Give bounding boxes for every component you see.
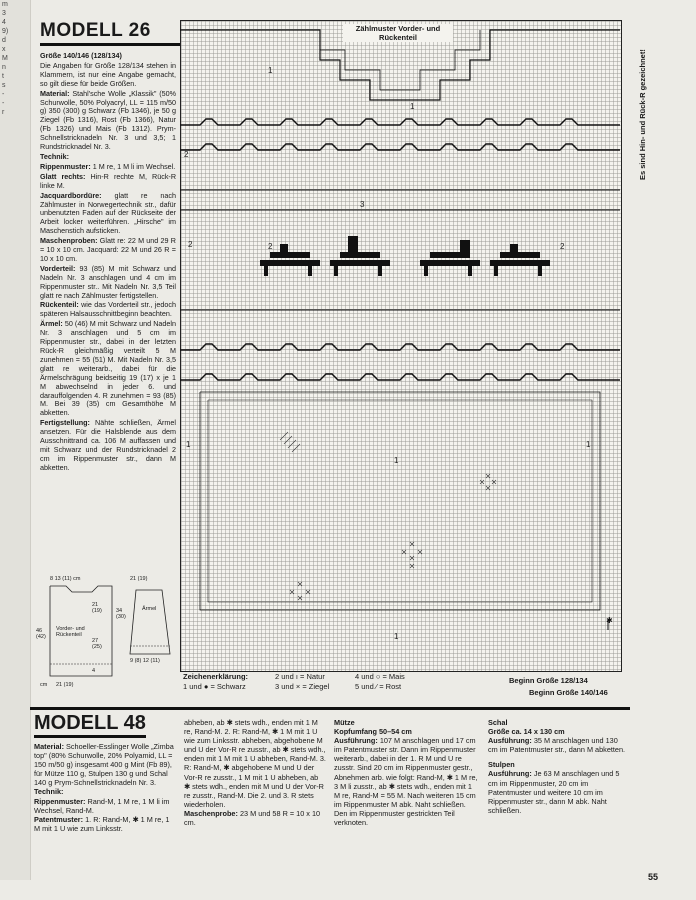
muetze-size: Kopfumfang 50–54 cm [334, 727, 412, 737]
m48-patent-label: Patentmuster: [34, 814, 84, 824]
chart-number: 1 [394, 632, 399, 641]
schal-size: Größe ca. 14 x 130 cm [488, 727, 565, 737]
muetze-text: 107 M anschlagen und 17 cm im Patentmuster str. Dann im Rippenmuster weiterarb., dabei in der 1. R M und U re zusstr. Sind 20 cm im Rippenmuster gestr., Abnehmen arb. wie folgt: Rand-M, ✱ 1 M re, 3 M li zusstr., ab ✱ stets wdh., enden mit 1 M re, Rand-M = 55 M. Nach weiteren 15 cm im Rippenmuster M abk. Naht schließen. Den im Rippenmuster gestrickten Teil verknoten. [334, 736, 478, 828]
aermel-label: Ärmel: [40, 319, 63, 329]
modell-26-instructions [40, 52, 176, 474]
stulpen-label: Ausführung: [488, 769, 532, 779]
margin-fragment: s [2, 82, 6, 89]
side-note-text: Es sind Hin- und Rück-R gezeichnet! [638, 49, 647, 180]
glatt-label: Glatt rechts: [40, 171, 86, 181]
margin-fragment: - [2, 91, 5, 98]
chart-number: 3 [360, 200, 365, 209]
m48-technik-label: Technik: [34, 787, 64, 797]
page-number: 55 [648, 872, 659, 882]
legend-item: 2 und ı = Natur [275, 672, 325, 681]
begin-small-size: Beginn Größe 128/134 [509, 676, 588, 685]
legend-item: 3 und × = Ziegel [275, 682, 330, 691]
section-divider [30, 707, 630, 710]
chart-number: 1 [410, 102, 415, 111]
proben-label: Maschenproben: [40, 236, 98, 246]
margin-fragment: 9) [2, 28, 9, 35]
chart-motifs [180, 20, 620, 670]
vorderteil-text: 93 (85) M mit Schwarz und Nadeln Nr. 3 anschlagen und 4 cm im Rippenmuster str.. Mit Nadeln Nr. 3,5 Teil glatt re nach Zählmuster fertigstellen. [40, 263, 177, 300]
legend-item: 4 und ○ = Mais [355, 672, 405, 681]
schematic-dim-46: 46 (42) [36, 628, 46, 640]
m48-rippen-label: Rippenmuster: [34, 796, 86, 806]
material-label: Material: [40, 88, 70, 98]
schematic-dim-4: 4 [92, 668, 96, 674]
schematic-sleeve-label: Ärmel [142, 606, 157, 612]
svg-text:✱: ✱ [606, 616, 613, 625]
m48-material-text: Schoeller-Esslinger Wolle „Zimba top" (80% Schurwolle, 20% Polyamid, LL = 150 m/50 g) insgesamt 400 g Mint (Fb 89), für Mütze 110 g, Stulpen 130 g und Schal 140 g Prym-Schnellstricknadeln Nr. 3. [34, 742, 174, 788]
chart-number: 1 [268, 66, 273, 75]
muetze-label: Ausführung: [334, 736, 378, 746]
margin-fragment: d [2, 37, 6, 44]
legend-title: Zeichenerklärung: [183, 672, 249, 681]
schematic-body-label: Vorder- und Rückenteil [56, 626, 85, 638]
intro-text: Die Angaben für Größe 128/134 stehen in Klammern, ist nur eine Angabe gemacht, so gilt diese für beide Größen. [40, 60, 176, 88]
jacquard-label: Jacquardbordüre: [40, 190, 102, 200]
margin-fragment: M [2, 55, 8, 62]
schematic-sleeve-top: 21 (19) [130, 576, 148, 582]
m48-patent-continued: abheben, ab ✱ stets wdh., enden mit 1 M re, Rand-M. 2. R: Rand-M, ✱ 1 M mit 1 U wie zum Linksstr. abheben, abgehobene M und U der Vor-R re zusstr., ab ✱ stets wdh., enden mit 1 M mit 1 U abheben, Rand-M. 3. R: Rand-M, ✱ abgehobene M und U der Vor-R re zusstr., 1 M mit 1 U abheben, ab ✱ stets wdh., enden mit M und U der Vor-R re zusstr., Rand-M. Die 2. und 3. R stets wiederholen. [184, 718, 326, 809]
legend-item: 1 und ● = Schwarz [183, 682, 246, 691]
m48-material-label: Material: [34, 742, 65, 751]
margin-fragment: x [2, 46, 6, 53]
modell-48-title: MODELL 48 [34, 712, 146, 738]
modell-26-title: MODELL 26 [40, 20, 180, 46]
stulpen-title: Stulpen [488, 760, 515, 770]
fertig-label: Fertigstellung: [40, 418, 90, 428]
schematic-dim-34: 34 (30) [116, 608, 126, 620]
modell-26-header [40, 20, 180, 46]
stulpen-text: Je 63 M anschlagen und 5 cm im Rippenmuster, 20 cm im Patentmuster und weitere 10 cm im Rippenmuster str., dann M abk. Naht schließen. [488, 769, 620, 815]
size-schematic [36, 576, 176, 696]
schematic-sleeve-bottom: 9 (8) 12 (11) [130, 658, 160, 664]
schematic-dim-27: 27 (25) [92, 638, 102, 650]
margin-fragment: r [2, 109, 5, 116]
modell-48-col-1 [34, 742, 174, 833]
glatt-text: Hin-R rechte M, Rück-R linke M. [40, 171, 177, 190]
legend-item: 5 und ⁄ = Rost [355, 682, 402, 691]
schal-text: 35 M anschlagen und 130 cm im Patentmuster str., dann M abketten. [488, 736, 626, 755]
rueckenteil-text: wie das Vorderteil str., jedoch späteren Halsausschnittbeginn beachten. [40, 300, 176, 319]
chart-number: 1 [586, 440, 591, 449]
aermel-text: 50 (46) M mit Schwarz und Nadeln Nr. 3 anschlagen und 5 cm im Rippenmuster str., dabei in der letzten Rück-R gleichmäßig verteilt 5 M zunehmen = 55 (51) M. Mit Nadeln Nr. 3,5 glatt re weiterarb., dabei für die Ärmelschrägung beidseitig 19 (17) x je 1 M abwechselnd in jeder 6. und darauffolgenden 4. R zunehmen = 93 (85) M. Bei 39 (35) cm Gesamthöhe M abketten. [40, 319, 176, 418]
schematic-bottom-dims: 21 (19) [56, 682, 74, 688]
jacquard-text: glatt re nach Zählmuster in Norwegertechnik str., dafür unbenutzten Faden auf der Rückseite der Arbeit locker weiterführen. „Hirsche" im Maschenstich aufsticken. [40, 190, 177, 236]
modell-48-col-3 [334, 718, 480, 827]
schematic-top-dims: 8 13 (11) cm [50, 576, 81, 582]
begin-large-size: Beginn Größe 140/146 [529, 688, 608, 697]
m48-probe-label: Maschenprobe: [184, 808, 238, 818]
schematic-dim-21: 21 (19) [92, 602, 102, 614]
margin-fragment: 3 [2, 10, 6, 17]
schematic-cm: cm [40, 682, 48, 688]
fertig-text: Nähte schließen, Ärmel ansetzen. Für die Halsblende aus dem Ausschnittrand ca. 106 M auffassen und mit Schwarz und der Rundstricknadel 2 cm im Rippenmuster str., dann M abketten. [40, 418, 176, 472]
m48-probe-text: 23 M und 58 R = 10 x 10 cm. [184, 808, 321, 828]
chart-title: Zählmuster Vorder- und Rückenteil [343, 24, 453, 42]
chart-number: 1 [186, 440, 191, 449]
previous-page-edge [0, 0, 31, 880]
modell-48-col-2 [184, 718, 326, 827]
margin-fragment: - [2, 100, 5, 107]
rippen-label: Rippenmuster: [40, 161, 91, 171]
margin-fragment: t [2, 73, 4, 80]
margin-fragment: 4 [2, 19, 6, 26]
chart-side-note [628, 30, 647, 180]
muetze-title: Mütze [334, 718, 355, 727]
chart-number: 1 [394, 456, 399, 465]
technik-label: Technik: [40, 151, 70, 161]
chart-number: 2 [184, 150, 189, 159]
modell-48-col-4 [488, 718, 628, 815]
rippen-text: 1 M re, 1 M li im Wechsel. [92, 161, 176, 171]
vorderteil-label: Vorderteil: [40, 263, 76, 273]
chart-number: 2 [268, 242, 273, 251]
m48-rippen-text: Rand-M, 1 M re, 1 M li im Wechsel, Rand-M. [34, 796, 170, 815]
schal-title: Schal [488, 718, 508, 727]
proben-text: Glatt re: 22 M und 29 R = 10 x 10 cm. Jacquard: 22 M und 26 R = 10 x 10 cm. [40, 236, 176, 263]
rueckenteil-label: Rückenteil: [40, 300, 79, 310]
margin-fragment: m [2, 1, 8, 8]
knitting-chart [180, 20, 620, 670]
schal-label: Ausführung: [488, 736, 532, 746]
margin-fragment: n [2, 64, 6, 71]
size-heading: Größe 140/146 (128/134) [40, 51, 122, 60]
chart-number: 2 [188, 240, 193, 249]
m48-patent-text: 1. R: Rand-M, ✱ 1 M re, 1 M mit 1 U wie zum Linksstr. [34, 814, 170, 833]
chart-number: 2 [560, 242, 565, 251]
material-text: Stahl'sche Wolle „Klassik" (50% Schurwolle, 50% Polyacryl, LL = 115 m/50 g) 350 (300) g Schwarz (Fb 1346), je 50 g Ziegel (Fb 1316), Rost (Fb 1366), Natur (Fb 1326) und Mais (Fb 1312). Prym-Schnellstricknadeln Nr. 3 und 3,5; 1 Rundstricknadel Nr. 3. [40, 88, 176, 152]
